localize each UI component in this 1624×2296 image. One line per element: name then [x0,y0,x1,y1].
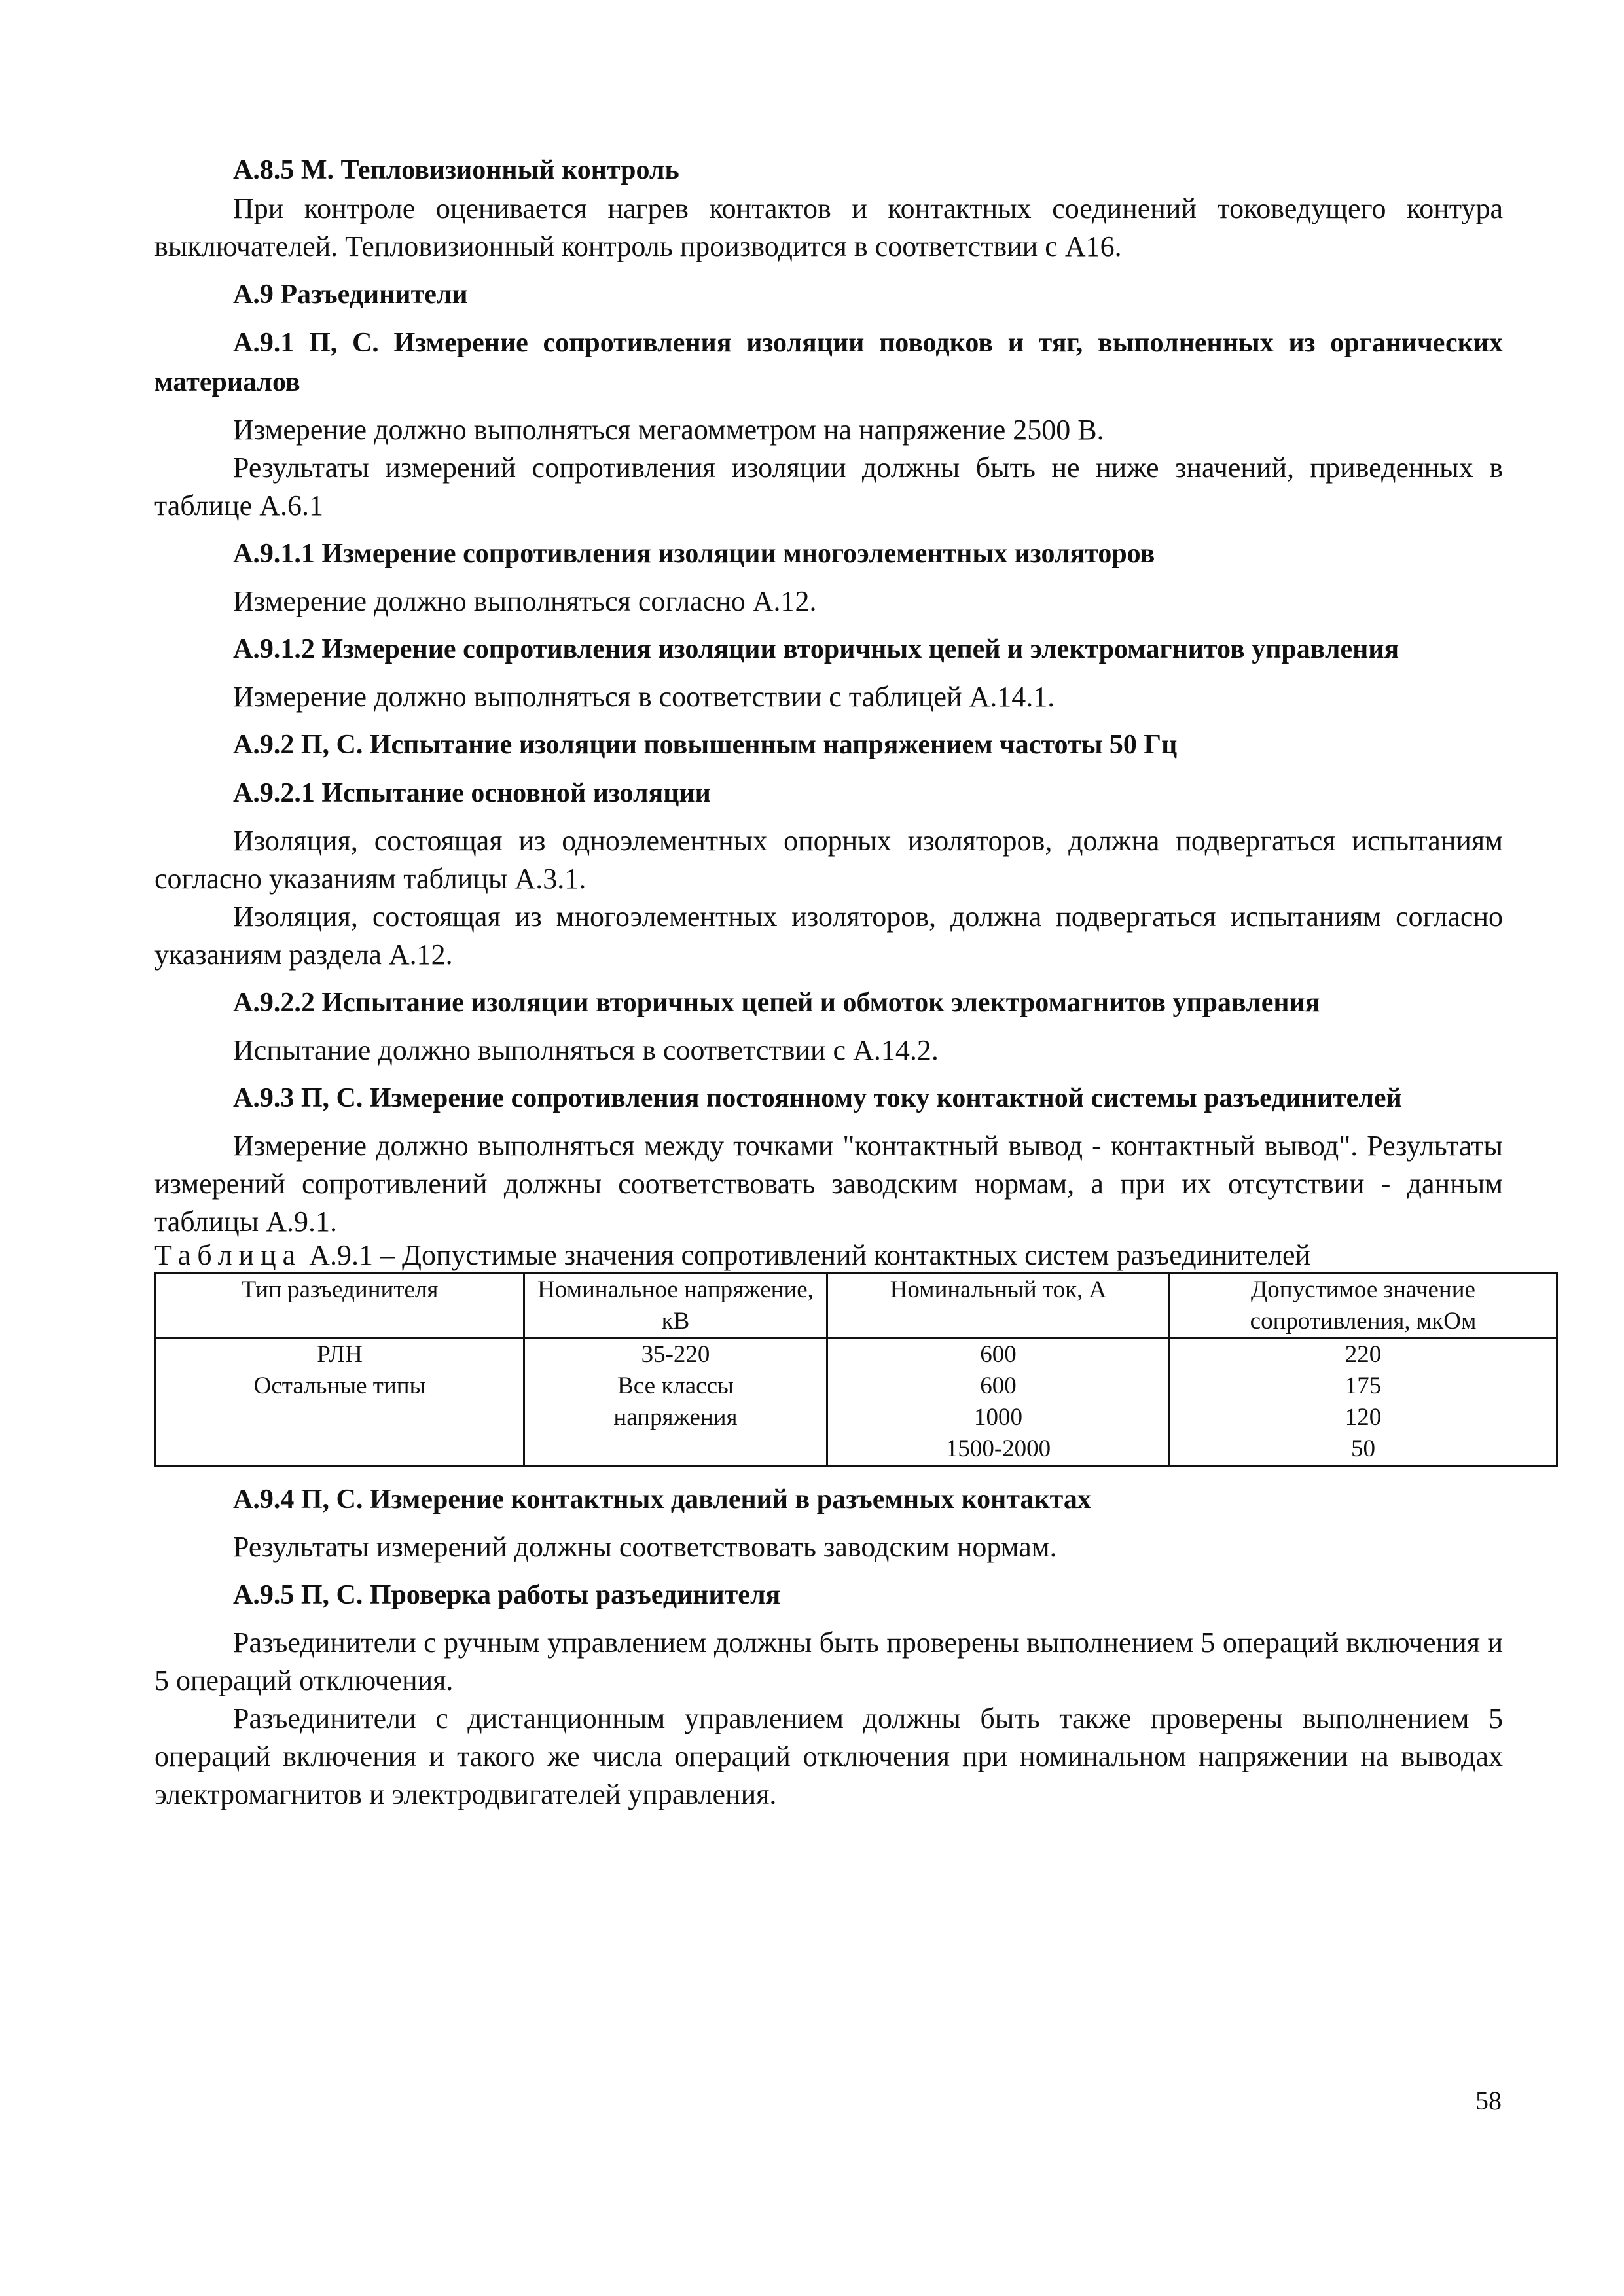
section-heading-a921: А.9.2.1 Испытание основной изоляции [233,778,711,808]
table-cell-value: 1500-2000 [945,1435,1051,1462]
page-number: 58 [1475,2086,1502,2115]
table-cell-value: Все классы [617,1372,734,1399]
table-cell-value: 600 [980,1341,1017,1368]
table-cell-value: 1000 [974,1404,1022,1431]
section-heading-a912: А.9.1.2 Измерение сопротивления изоляции вторичных цепей и электромагнитов управления [233,634,1399,664]
paragraph-a91-2: Результаты измерений сопротивления изоляции должны быть не ниже значений, приведенных в таблице А.6.1 [154,452,1503,522]
section-heading-a93: А.9.3 П, С. Измерение сопротивления постоянному току контактной системы разъединителей [233,1083,1402,1113]
table-cell-value: 50 [1351,1435,1375,1462]
paragraph-a922: Испытание должно выполняться в соответствии с А.14.2. [233,1034,939,1066]
table-header-cell: Тип разъединителя [156,1274,524,1338]
table-row [156,1338,1557,1466]
table-header-cell: Допустимое значение сопротивления, мкОм [1170,1274,1557,1338]
table-cell-resistance [1170,1338,1557,1466]
table-header-row [156,1274,1557,1338]
table-cell-value: 175 [1344,1372,1382,1399]
table-caption-text: А.9.1 – Допустимые значения сопротивлений контактных систем разъединителей [302,1239,1311,1271]
table-cell-current [827,1338,1170,1466]
table-cell-value: 220 [1344,1341,1382,1368]
table-cell-value: Остальные типы [253,1372,426,1399]
section-heading-a922: А.9.2.2 Испытание изоляции вторичных цепей и обмоток электромагнитов управления [233,988,1320,1018]
document-page [154,151,1503,1814]
paragraph-a921-2: Изоляция, состоящая из многоэлементных изоляторов, должна подвергаться испытаниям согласно указаниям раздела А.12. [154,901,1503,971]
paragraph-a95-2: Разъединители с дистанционным управлением должны быть также проверены выполнением 5 операций включения и такого же числа операций отключения при номинальном напряжении на выводах электромагнитов и электродвигателей управления. [154,1702,1503,1810]
table-cell-value: РЛН [317,1341,363,1368]
section-heading-a95: А.9.5 П, С. Проверка работы разъединителя [233,1580,781,1610]
section-heading-a9: А.9 Разъединители [233,279,468,310]
table-header-cell: Номинальное напряжение, кВ [524,1274,827,1338]
paragraph-a94: Результаты измерений должны соответствовать заводским нормам. [233,1531,1057,1563]
section-heading-a91: А.9.1 П, С. Измерение сопротивления изоляции поводков и тяг, выполненных из органических материалов [154,328,1503,397]
paragraph-a91-1: Измерение должно выполняться мегаомметром на напряжение 2500 В. [233,414,1104,446]
table-cell-value: 120 [1344,1404,1382,1431]
paragraph-a885: При контроле оценивается нагрев контактов и контактных соединений токоведущего контура выключателей. Тепловизионный контроль производится в соответствии с А16. [154,192,1503,262]
table-cell-voltage [524,1338,827,1466]
table-caption-word: Таблица [154,1239,302,1271]
section-heading-a885: А.8.5 М. Тепловизионный контроль [233,155,679,185]
paragraph-a912: Измерение должно выполняться в соответствии с таблицей А.14.1. [233,681,1055,713]
paragraph-a93: Измерение должно выполняться между точками "контактный вывод - контактный вывод". Результаты измерений сопротивлений должны соответствовать заводским нормам, а при их отсутствии - данным таблицы А.9.1. [154,1130,1503,1238]
table-cell-value: 35-220 [641,1341,710,1368]
table-cell-value: напряжения [613,1404,738,1431]
paragraph-a911: Измерение должно выполняться согласно А.12. [233,585,817,617]
section-heading-a911: А.9.1.1 Измерение сопротивления изоляции многоэлементных изоляторов [233,539,1155,569]
table-cell-value: 600 [980,1372,1017,1399]
contact-resistance-table [154,1272,1558,1467]
table-caption [154,1241,1503,1270]
paragraph-a921-1: Изоляция, состоящая из одноэлементных опорных изоляторов, должна подвергаться испытаниям согласно указаниям таблицы А.3.1. [154,825,1503,895]
section-heading-a92: А.9.2 П, С. Испытание изоляции повышенным напряжением частоты 50 Гц [233,730,1178,760]
table-cell-type [156,1338,524,1466]
paragraph-a95-1: Разъединители с ручным управлением должны быть проверены выполнением 5 операций включения и 5 операций отключения. [154,1626,1503,1696]
table-header-cell: Номинальный ток, А [827,1274,1170,1338]
section-heading-a94: А.9.4 П, С. Измерение контактных давлений в разъемных контактах [233,1484,1091,1515]
